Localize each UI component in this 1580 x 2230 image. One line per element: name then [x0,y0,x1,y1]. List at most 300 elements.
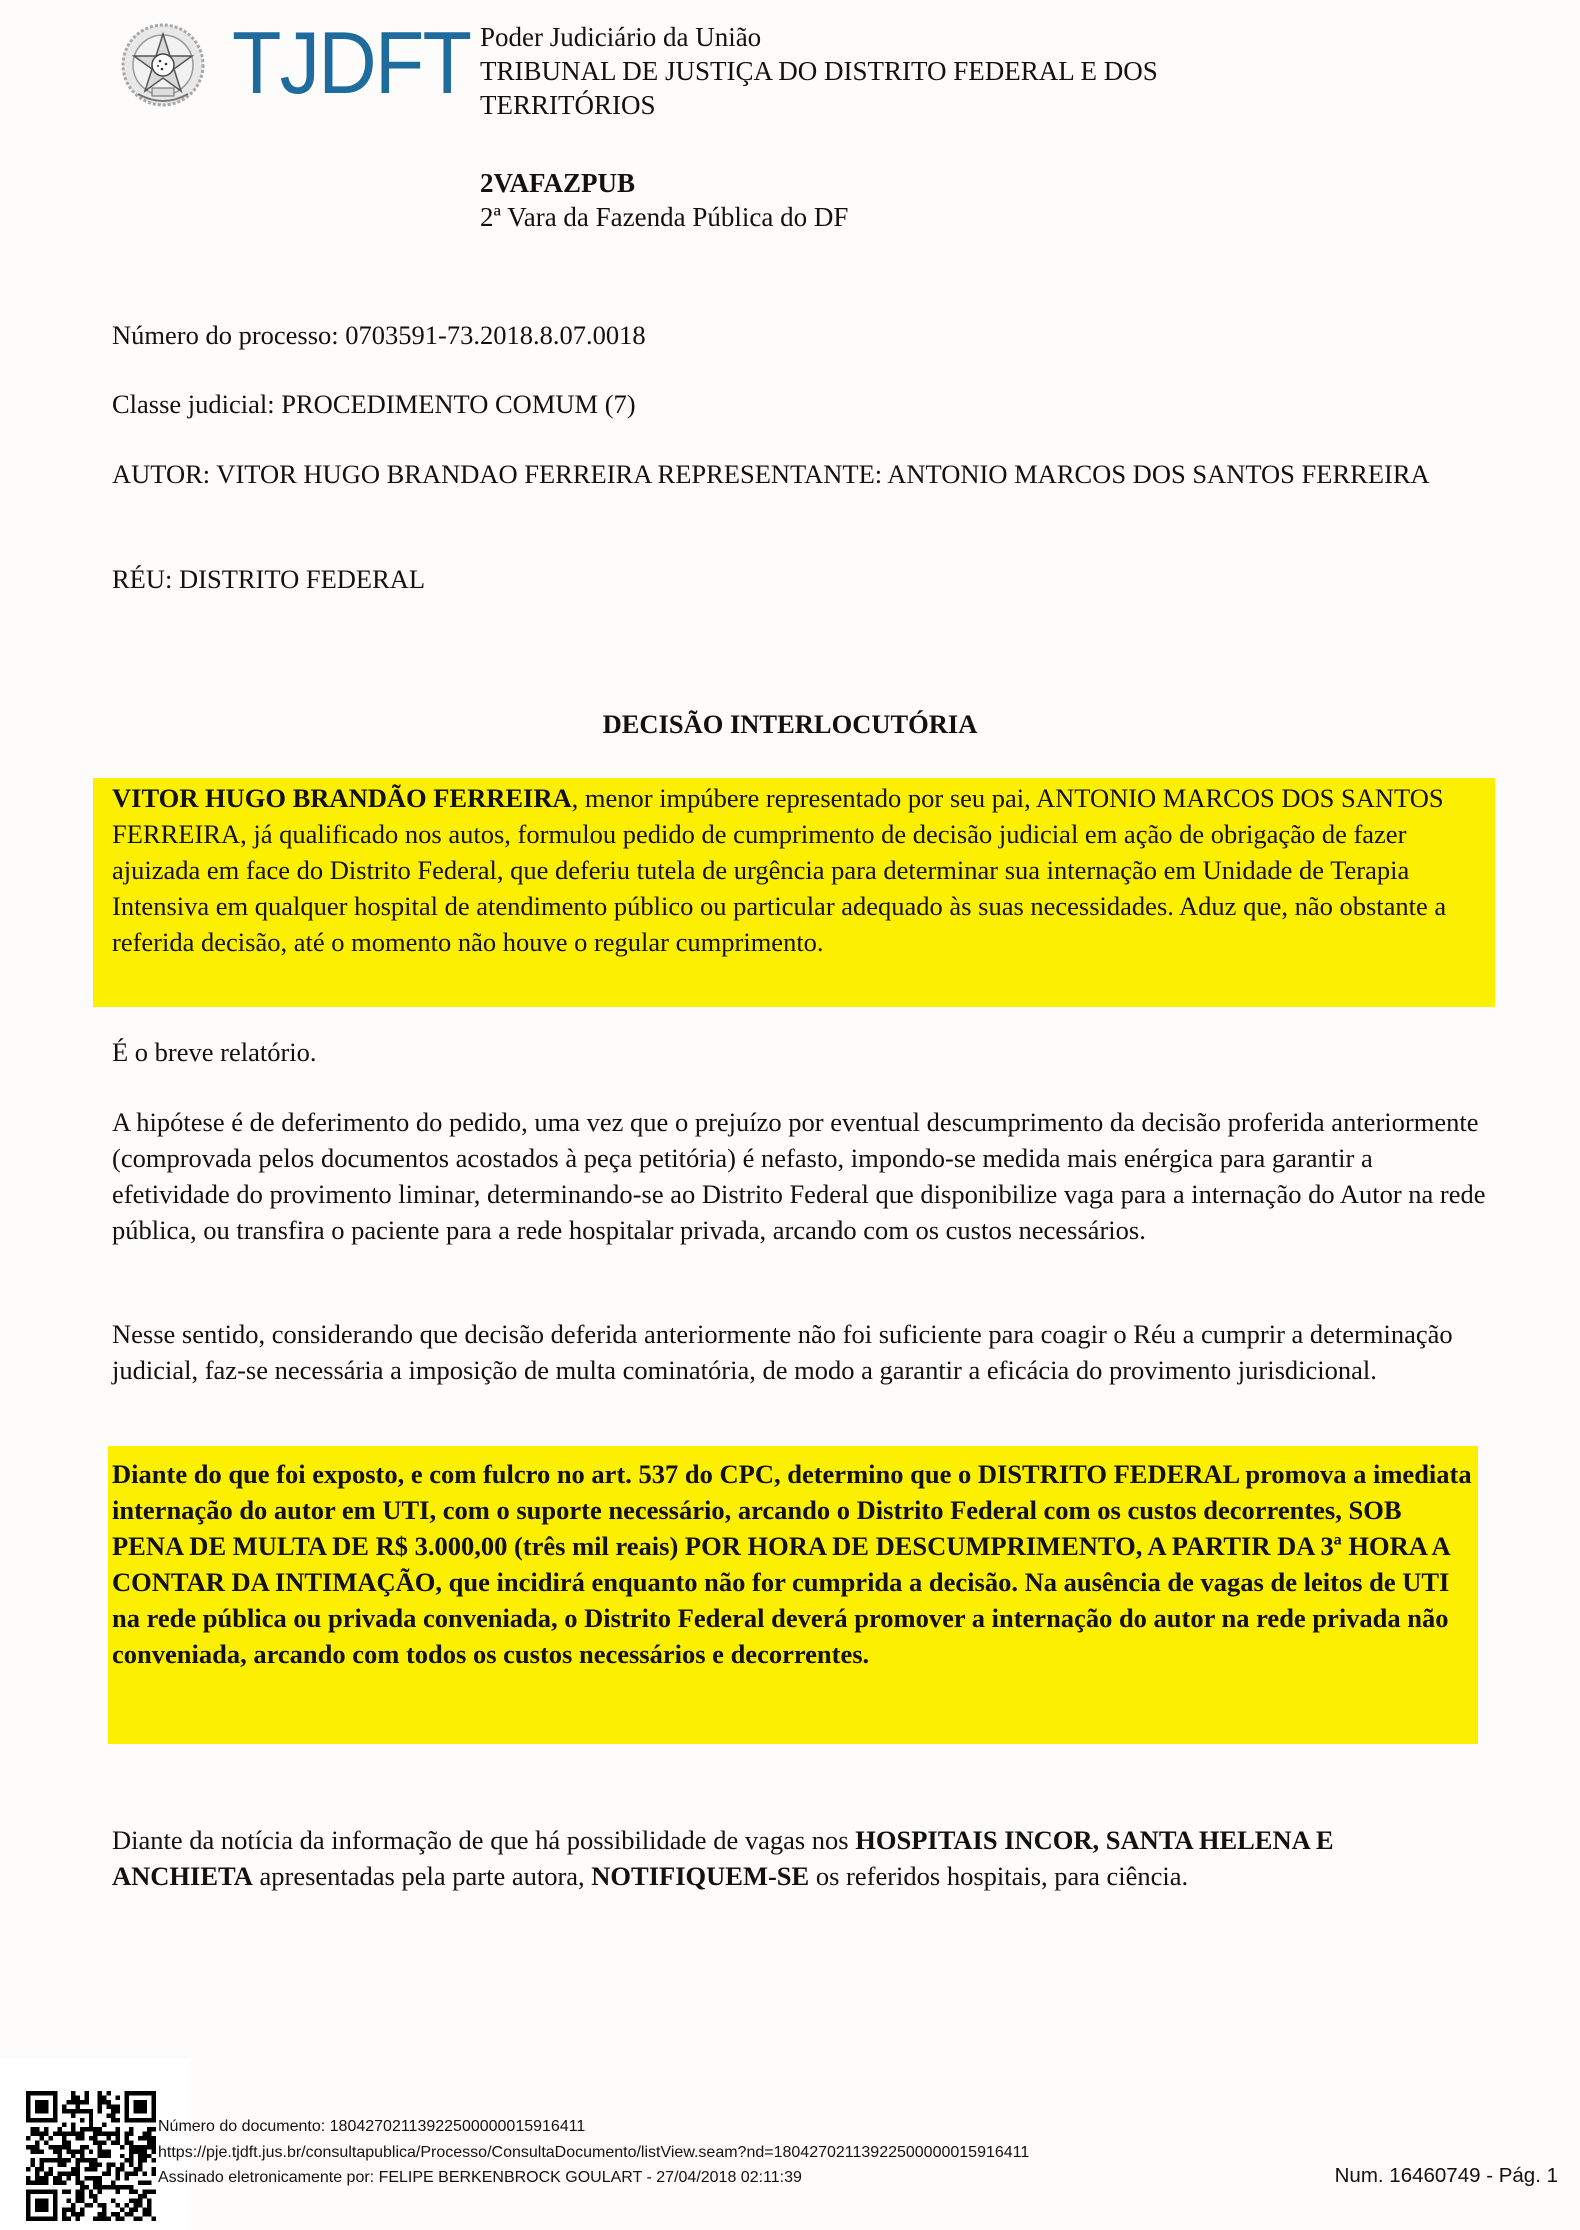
qr-module [93,2140,97,2144]
qr-module [147,2208,151,2212]
qr-module [80,2185,84,2189]
qr-module [57,2181,61,2185]
qr-module [107,2136,111,2140]
qr-module [147,2140,151,2144]
qr-module [84,2203,88,2207]
qr-module [125,2172,129,2176]
qr-module [120,2163,124,2167]
qr-module [102,2095,106,2099]
qr-module [129,2185,133,2189]
qr-module [75,2167,79,2171]
qr-module [66,2217,70,2221]
qr-module [102,2100,106,2104]
qr-module [138,2149,142,2153]
qr-module [134,2100,147,2113]
qr-module [107,2163,111,2167]
qr-module [147,2127,151,2131]
qr-module [107,2091,111,2095]
qr-module [71,2212,75,2216]
qr-module [102,2185,106,2189]
qr-module [89,2167,93,2171]
qr-module [89,2203,93,2207]
qr-module [39,2167,43,2171]
qr-module [138,2217,142,2221]
qr-module [129,2127,133,2131]
qr-module [80,2118,84,2122]
paragraph-fine-rationale: Nesse sentido, considerando que decisão deferida anteriormente não foi suficiente para coagir o Réu a cumprir a determinação judicial, faz-se necessária a imposição de multa cominatória, de modo a garantir a eficácia do provimento jurisdicional. [112,1319,1453,1385]
qr-module [116,2217,120,2221]
qr-module [107,2185,111,2189]
qr-module [75,2190,79,2194]
qr-module [107,2100,111,2104]
qr-module [147,2190,151,2194]
qr-module [62,2217,66,2221]
qr-module [53,2149,57,2153]
qr-module [30,2163,34,2167]
qr-module [152,2145,156,2149]
qr-module [98,2154,102,2158]
qr-module [102,2149,106,2153]
qr-module [111,2104,115,2108]
qr-module [75,2194,79,2198]
qr-module [93,2185,97,2189]
qr-module [53,2145,57,2149]
qr-module [30,2131,34,2135]
qr-module [143,2149,147,2153]
qr-module [26,2167,30,2171]
qr-module [80,2109,84,2113]
qr-module [138,2194,142,2198]
qr-module [71,2091,75,2095]
qr-module [35,2199,48,2212]
qr-module [143,2154,147,2158]
qr-module [35,2127,39,2131]
qr-module [71,2122,75,2126]
paragraph-text: os referidos hospitais, para ciência. [809,1861,1189,1891]
qr-module [35,2131,39,2135]
qr-module [39,2131,43,2135]
qr-module [129,2158,133,2162]
qr-module [102,2140,106,2144]
qr-module [116,2095,120,2099]
qr-module [138,2203,142,2207]
qr-module [107,2131,111,2135]
hospital-names: HOSPITAIS INCOR, SANTA HELENA E ANCHIETA [112,1825,1334,1891]
qr-module [35,2176,39,2180]
qr-module [152,2172,156,2176]
qr-module [116,2140,120,2144]
qr-module [75,2149,79,2153]
qr-module [39,2136,43,2140]
qr-module [125,2131,129,2135]
notify-order: NOTIFIQUEM-SE [591,1861,810,1891]
qr-module [129,2131,133,2135]
qr-module [80,2154,84,2158]
document-number: Número do documento: 18042702113922500000015916411 [158,2118,586,2135]
qr-module [98,2203,102,2207]
qr-module [152,2140,156,2144]
qr-module [98,2100,102,2104]
court-code: 2VAFAZPUB [480,168,636,198]
qr-module [134,2172,138,2176]
qr-module [71,2100,75,2104]
qr-module [80,2131,84,2135]
qr-module [48,2172,52,2176]
qr-module [107,2104,111,2108]
qr-module [35,2172,39,2176]
qr-module [116,2131,120,2135]
qr-module [35,2140,39,2144]
qr-module [152,2167,156,2171]
qr-module [93,2199,97,2203]
qr-module [26,2136,30,2140]
court-name: 2ª Vara da Fazenda Pública do DF [480,202,849,232]
qr-module [39,2176,43,2180]
qr-module [93,2167,97,2171]
qr-module [71,2203,75,2207]
qr-module [30,2149,34,2153]
qr-module [129,2154,133,2158]
qr-module [89,2109,93,2113]
qr-module [35,2167,39,2171]
qr-module [152,2127,156,2131]
qr-module [93,2131,97,2135]
qr-module [134,2167,138,2171]
qr-module [143,2181,147,2185]
qr-module [80,2212,84,2216]
qr-module [57,2127,61,2131]
judicial-class: Classe judicial: PROCEDIMENTO COMUM (7) [112,389,636,419]
qr-module [75,2172,79,2176]
qr-module [93,2181,97,2185]
qr-module [102,2122,106,2126]
qr-module [125,2185,129,2189]
qr-module [80,2190,84,2194]
qr-module [129,2145,133,2149]
qr-module [116,2136,120,2140]
paragraph-text: Diante da notícia da informação de que há possibilidade de vagas nos [112,1825,856,1855]
coat-of-arms-icon [118,22,208,108]
qr-module [134,2217,138,2221]
qr-module [75,2131,79,2135]
qr-module [98,2163,102,2167]
qr-module [80,2158,84,2162]
qr-module [75,2158,79,2162]
qr-module [111,2199,115,2203]
qr-module [120,2185,124,2189]
qr-module [30,2127,34,2131]
qr-module [129,2199,133,2203]
qr-module [120,2154,124,2158]
qr-module [75,2104,79,2108]
qr-module [62,2131,66,2135]
institution-header [480,20,1480,122]
paragraph-ruling: Diante do que foi exposto, e com fulcro no art. 537 do CPC, determino que o DISTRITO FEDERAL promova a imediata internação do autor em UTI, com o suporte necessário, arcando o Distrito Federal com os custos decorrentes, SOB PENA DE MULTA DE R$ 3.000,00 (três mil reais) POR HORA DE DESCUMPRIMENTO, A PARTIR DA 3ª HORA A CONTAR DA INTIMAÇÃO, que incidirá enquanto não for cumprida a decisão. Na ausência de vagas de leitos de UTI na rede pública ou privada conveniada, o Distrito Federal deverá promover a internação do autor na rede privada não conveniada, arcando com todos os custos necessários e decorrentes. [112,1459,1472,1669]
qr-module [66,2208,70,2212]
qr-module [89,2122,93,2126]
qr-module [120,2145,124,2149]
qr-module [134,2208,138,2212]
qr-module [89,2113,93,2117]
qr-module [66,2190,70,2194]
qr-module [75,2217,79,2221]
qr-module [134,2203,138,2207]
qr-module [129,2212,133,2216]
qr-module [125,2203,129,2207]
qr-module [80,2181,84,2185]
paragraph-report: É o breve relatório. [112,1037,317,1067]
qr-module [89,2127,93,2131]
qr-module [75,2163,79,2167]
paragraph-text: apresentadas pela parte autora, [252,1861,592,1891]
qr-module [125,2212,129,2216]
qr-module [71,2131,75,2135]
qr-module [80,2208,84,2212]
qr-module [75,2176,79,2180]
qr-module [39,2158,43,2162]
qr-module [39,2181,43,2185]
qr-module [138,2199,142,2203]
qr-module [116,2109,120,2113]
qr-module [93,2176,97,2180]
qr-module [116,2118,120,2122]
qr-module [57,2131,61,2135]
qr-module [116,2176,120,2180]
qr-module [84,2185,88,2189]
qr-module [125,2176,129,2180]
paragraph-summary [112,780,1482,960]
qr-module [125,2140,129,2144]
qr-module [152,2190,156,2194]
qr-module [98,2091,102,2095]
defendant-field: RÉU: DISTRITO FEDERAL [112,564,426,594]
document-url[interactable]: https://pje.tjdft.jus.br/consultapublica/Processo/ConsultaDocumento/listView.seam?nd=18042702113922500000015916411 [158,2143,1030,2161]
qr-module [84,2145,88,2149]
qr-module [138,2136,142,2140]
qr-module [143,2212,147,2216]
qr-module [62,2172,66,2176]
qr-module [134,2190,138,2194]
qr-module [129,2163,133,2167]
qr-module [75,2109,79,2113]
qr-module [138,2158,142,2162]
qr-module [143,2190,147,2194]
qr-module [98,2181,102,2185]
qr-module [26,2181,30,2185]
qr-module [71,2154,75,2158]
qr-module [44,2158,48,2162]
qr-module [120,2208,124,2212]
qr-module [129,2140,133,2144]
qr-module [143,2158,147,2162]
qr-module [129,2172,133,2176]
qr-module [98,2145,102,2149]
qr-module [75,2212,79,2216]
qr-module [116,2212,120,2216]
paragraph-text: , menor impúbere representado por seu pai, ANTONIO MARCOS DOS SANTOS FERREIRA, já qualificado nos autos, formulou pedido de cumprimento de decisão judicial em ação de obrigação de fazer ajuizada em face do Distrito Federal, que deferiu tutela de urgência para determinar sua internação em Unidade de Terapia Intensiva em qualquer hospital de atendimento público ou particular adequado às suas necessidades. Aduz que, não obstante a referida decisão, até o momento não houve o regular cumprimento. [112,783,1447,957]
qr-module [62,2208,66,2212]
qr-module [147,2145,151,2149]
qr-module [89,2118,93,2122]
qr-module [44,2131,48,2135]
qr-module [35,2145,39,2149]
qr-module [138,2145,142,2149]
qr-module [75,2100,79,2104]
qr-module [44,2176,48,2180]
qr-module [134,2145,138,2149]
qr-module [93,2217,97,2221]
qr-module [98,2140,102,2144]
qr-module [53,2158,57,2162]
qr-module [66,2149,70,2153]
qr-module [57,2163,61,2167]
qr-module [107,2167,111,2171]
qr-module [116,2190,120,2194]
qr-module [62,2104,66,2108]
qr-module [138,2154,142,2158]
qr-module [62,2190,66,2194]
qr-module [152,2149,156,2153]
qr-module [98,2212,102,2216]
qr-module [66,2140,70,2144]
qr-module [89,2163,93,2167]
qr-module [120,2217,124,2221]
qr-module [116,2167,120,2171]
qr-module [147,2154,151,2158]
court-block [480,166,1480,234]
qr-module [116,2104,120,2108]
qr-module [98,2149,102,2153]
qr-module [44,2172,48,2176]
qr-module [147,2212,151,2216]
qr-module [93,2163,97,2167]
qr-module [62,2145,66,2149]
qr-module [143,2208,147,2212]
qr-module [89,2194,93,2198]
qr-module [80,2149,84,2153]
qr-module [107,2113,111,2117]
qr-module [134,2149,138,2153]
qr-module [98,2217,102,2221]
qr-module [71,2149,75,2153]
qr-module [57,2154,61,2158]
qr-module [116,2127,120,2131]
institution-line: TERRITÓRIOS [480,90,656,120]
qr-module [84,2158,88,2162]
institution-line: TRIBUNAL DE JUSTIÇA DO DISTRITO FEDERAL E DOS [480,56,1158,86]
qr-module [53,2131,57,2135]
qr-module [120,2167,124,2171]
qr-module [98,2127,102,2131]
qr-module [111,2109,115,2113]
qr-module [89,2158,93,2162]
qr-module [75,2199,79,2203]
qr-module [66,2176,70,2180]
qr-module [62,2181,66,2185]
qr-module [129,2208,133,2212]
qr-module [98,2104,102,2108]
qr-module [89,2149,93,2153]
qr-module [111,2212,115,2216]
qr-module [102,2172,106,2176]
party-name: VITOR HUGO BRANDÃO FERREIRA [112,783,572,813]
qr-module [57,2172,61,2176]
qr-module [80,2194,84,2198]
qr-module [62,2212,66,2216]
qr-module [98,2185,102,2189]
qr-module [107,2149,111,2153]
qr-module [138,2181,142,2185]
qr-module [71,2208,75,2212]
qr-module [152,2217,156,2221]
qr-module [134,2199,138,2203]
qr-module [80,2136,84,2140]
qr-module [48,2145,52,2149]
qr-module [102,2212,106,2216]
qr-module [98,2095,102,2099]
qr-module [71,2109,75,2113]
qr-module [138,2167,142,2171]
qr-module [44,2181,48,2185]
qr-module [48,2167,52,2171]
qr-module [62,2122,66,2126]
qr-module [66,2131,70,2135]
qr-module [30,2181,34,2185]
qr-module [102,2131,106,2135]
qr-module [44,2140,48,2144]
qr-module [75,2136,79,2140]
qr-module [111,2163,115,2167]
page-number: Num. 16460749 - Pág. 1 [1334,2164,1558,2187]
qr-code-icon[interactable] [26,2091,156,2221]
qr-module [66,2145,70,2149]
qr-module [98,2190,102,2194]
qr-module [66,2199,70,2203]
qr-module [143,2172,147,2176]
process-number: Número do processo: 0703591-73.2018.8.07.0018 [112,320,646,350]
qr-module [111,2185,115,2189]
author-field: AUTOR: VITOR HUGO BRANDAO FERREIRA REPRESENTANTE: ANTONIO MARCOS DOS SANTOS FERREIRA [112,459,1430,489]
qr-module [80,2145,84,2149]
qr-module [143,2136,147,2140]
qr-module [98,2131,102,2135]
qr-module [75,2181,79,2185]
qr-module [111,2113,115,2117]
qr-module [93,2136,97,2140]
qr-module [39,2149,43,2153]
qr-module [62,2109,66,2113]
qr-module [111,2181,115,2185]
qr-module [26,2176,30,2180]
qr-module [57,2149,61,2153]
qr-module [89,2190,93,2194]
qr-module [71,2167,75,2171]
qr-module [107,2154,111,2158]
qr-module [62,2163,66,2167]
qr-module [84,2095,88,2099]
qr-module [98,2176,102,2180]
qr-module [129,2149,133,2153]
qr-module [102,2154,106,2158]
qr-module [111,2118,115,2122]
qr-module [80,2127,84,2131]
qr-module [75,2095,79,2099]
qr-module [62,2158,66,2162]
qr-module [138,2163,142,2167]
qr-module [93,2194,97,2198]
qr-module [44,2127,48,2131]
qr-module [66,2109,70,2113]
